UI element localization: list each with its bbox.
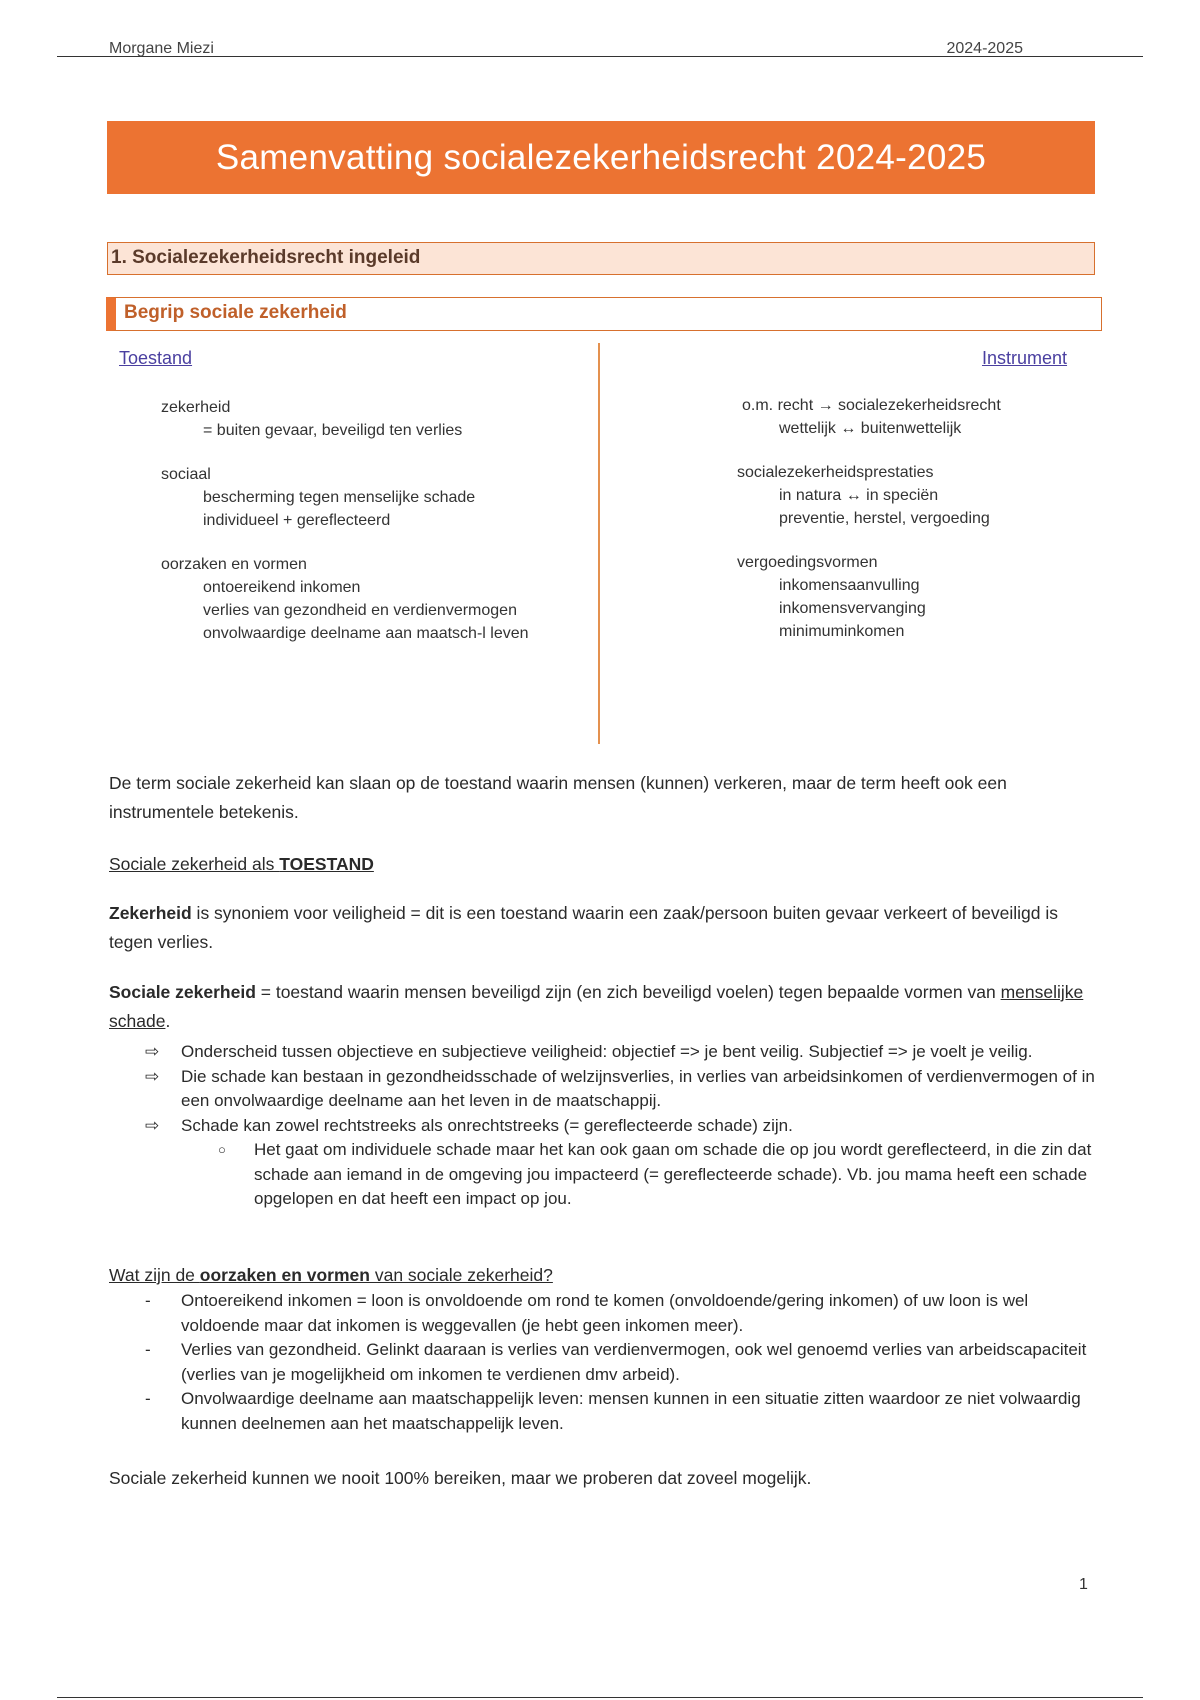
list-item-text: Die schade kan bestaan in gezondheidsschade of welzijnsverlies, in verlies van arbeidsinkomen of verdienvermogen of in een onvolwaardige deelname aan het leven in de maatschappij.	[181, 1066, 1095, 1110]
dash-list	[109, 1289, 1099, 1436]
note-line: in natura ↔ in speciën	[779, 487, 939, 504]
footer-rule	[57, 1697, 1143, 1698]
toestand-link[interactable]: Toestand	[119, 348, 193, 368]
oorzaken-heading	[109, 1263, 1099, 1287]
document-title: Samenvatting socialezekerheidsrecht 2024-2025	[107, 121, 1095, 194]
arrow-icon: ⇨	[145, 1115, 160, 1135]
closing-paragraph: Sociale zekerheid kunnen we nooit 100% bereiken, maar we proberen dat zoveel mogelijk.	[109, 1468, 812, 1488]
zekerheid-term: Zekerheid	[109, 903, 192, 923]
sociale-zekerheid-end: .	[165, 1011, 171, 1031]
instrument-link[interactable]: Instrument	[982, 348, 1068, 368]
note-line: bescherming tegen menselijke schade	[203, 489, 476, 506]
zekerheid-paragraph	[109, 899, 1099, 957]
list-item-text: Ontoereikend inkomen = loon is onvoldoende om rond te komen (onvoldoende/gering inkomen) of uw loon is wel voldoende maar dat inkomen is weggevallen (je hebt geen inkomen meer).	[181, 1291, 1029, 1335]
note-line: individueel + gereflecteerd	[203, 512, 391, 529]
note-line: minimuminkomen	[779, 623, 905, 640]
dash-bullet-icon: -	[145, 1340, 151, 1359]
list-item	[109, 1387, 1099, 1436]
note-line: wettelijk ↔ buitenwettelijk	[779, 420, 962, 437]
sociale-zekerheid-term: Sociale zekerheid	[109, 982, 256, 1002]
menselijke-schade-term: menselijke schade	[109, 982, 1084, 1031]
list-item	[109, 1040, 1099, 1065]
list-item-text: Onderscheid tussen objectieve en subjectieve veiligheid: objectief => je bent veilig. Subjectief => je voelt je veilig.	[181, 1042, 1033, 1061]
note-group	[737, 461, 1001, 530]
note-term: sociaal	[161, 466, 211, 483]
note-term: socialezekerheidsprestaties	[737, 464, 934, 481]
note-term: o.m. recht → socialezekerheidsrecht	[742, 397, 1001, 414]
list-item-text: Onvolwaardige deelname aan maatschappelijk leven: mensen kunnen in een situatie zitten waardoor ze niet volwaardig kunnen deelnemen aan het maatschappelijk leven.	[181, 1389, 1081, 1433]
page-header	[57, 36, 1143, 57]
toestand-heading-pre: Sociale zekerheid als	[109, 854, 280, 874]
toestand-heading-bold: TOESTAND	[279, 854, 374, 874]
zekerheid-text: is synoniem voor veiligheid = dit is een toestand waarin een zaak/persoon buiten gevaar verkeert of beveiligd is tegen verlies.	[109, 903, 1058, 952]
note-line: = buiten gevaar, beveiligd ten verlies	[203, 422, 463, 439]
note-group	[737, 394, 1001, 440]
list-item-text: Het gaat om individuele schade maar het kan ook gaan om schade die op jou wordt gereflecteerd, in die zin dat schade aan iemand in de omgeving jou impacteerd (= gereflecteerde schade). Vb. jou mama heeft een schade opgelopen en dat heeft een impact op jou.	[254, 1140, 1092, 1208]
oorzaken-heading-post: van sociale zekerheid?	[369, 1265, 553, 1285]
note-group	[161, 463, 529, 532]
note-group	[737, 551, 1001, 643]
list-item	[109, 1289, 1099, 1338]
arrow-list	[109, 1040, 1099, 1212]
sociale-zekerheid-paragraph	[109, 978, 1099, 1036]
dash-bullet-icon: -	[145, 1389, 151, 1408]
column-divider	[598, 343, 600, 744]
note-term: oorzaken en vormen	[161, 556, 307, 573]
arrow-icon: ⇨	[145, 1066, 160, 1086]
list-item	[109, 1065, 1099, 1114]
section-heading: 1. Socialezekerheidsrecht ingeleid	[107, 242, 1095, 275]
page-number: 1	[1079, 1576, 1088, 1593]
circle-bullet-icon: ○	[218, 1142, 226, 1157]
sociale-zekerheid-text: = toestand waarin mensen beveiligd zijn (en zich beveiligd voelen) tegen bepaalde vormen van	[255, 982, 1001, 1002]
dash-bullet-icon: -	[145, 1291, 151, 1310]
toestand-heading	[109, 850, 1099, 879]
oorzaken-heading-pre: Wat zijn de	[109, 1265, 200, 1285]
note-group	[161, 396, 529, 442]
note-line: inkomensaanvulling	[779, 577, 920, 594]
list-item	[109, 1338, 1099, 1387]
header-author: Morgane Miezi	[109, 40, 214, 57]
intro-paragraph: De term sociale zekerheid kan slaan op de toestand waarin mensen (kunnen) verkeren, maar de term heeft ook een instrumentele betekenis.	[109, 773, 1007, 822]
note-line: preventie, herstel, vergoeding	[779, 510, 990, 527]
note-group	[161, 553, 529, 645]
list-item-text: Schade kan zowel rechtstreeks als onrechtstreeks (= gereflecteerde schade) zijn.	[181, 1115, 793, 1135]
note-term: vergoedingsvormen	[737, 554, 878, 571]
note-term: zekerheid	[161, 399, 231, 416]
note-line: onvolwaardige deelname aan maatsch-l leven	[203, 625, 529, 642]
list-item	[109, 1138, 1099, 1212]
note-line: verlies van gezondheid en verdienvermogen	[203, 602, 517, 619]
oorzaken-heading-bold: oorzaken en vormen	[199, 1265, 370, 1285]
header-year: 2024-2025	[946, 40, 1023, 57]
subsection-heading: Begrip sociale zekerheid	[106, 297, 1102, 331]
note-line: inkomensvervanging	[779, 600, 926, 617]
note-line: ontoereikend inkomen	[203, 579, 361, 596]
toestand-notes	[161, 396, 529, 666]
list-item-text: Verlies van gezondheid. Gelinkt daaraan is verlies van verdienvermogen, ook wel genoemd verlies van arbeidscapaciteit (verlies van je mogelijkheid om inkomen te verdienen dmv arbeid).	[181, 1340, 1087, 1384]
arrow-icon: ⇨	[145, 1042, 160, 1061]
instrument-notes	[737, 394, 1001, 664]
list-item	[109, 1114, 1099, 1139]
